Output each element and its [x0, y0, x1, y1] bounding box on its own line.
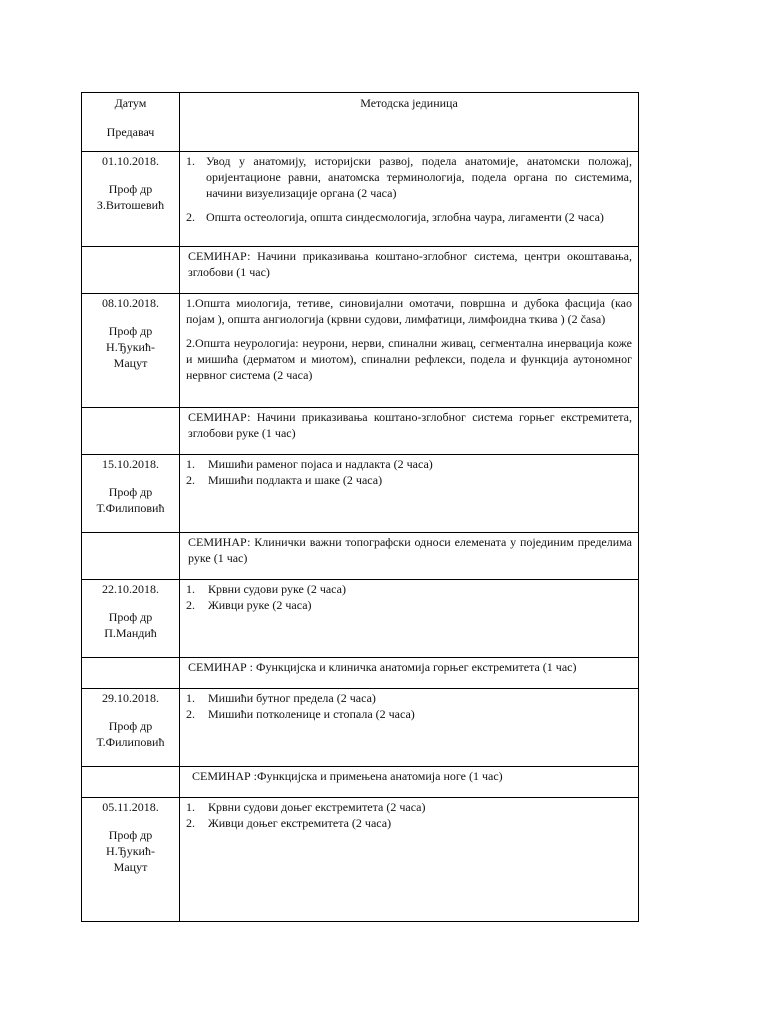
seminar-row — [82, 658, 639, 689]
item-number: 1. — [186, 457, 195, 471]
lecturer-header: Предавач — [106, 125, 155, 139]
item-number: 2. — [186, 473, 195, 487]
seminar-text: СЕМИНАР : Функцијска и клиничка анатомија горњег екстремитета (1 час) — [188, 660, 577, 674]
table-row — [82, 455, 639, 533]
seminar-cell — [180, 408, 639, 455]
lecturer-name-cont: Мацут — [113, 356, 148, 370]
lecturer-title: Проф др — [108, 485, 153, 499]
item-text: Крвни судови руке (2 часа) — [208, 582, 346, 596]
seminar-text: СЕМИНАР :Функцијска и примењена анатомија ноге (1 час) — [192, 769, 503, 783]
table-row — [82, 689, 639, 767]
date-lecturer-cell — [82, 689, 180, 767]
list-item — [186, 706, 632, 722]
unit-cell — [180, 294, 639, 408]
item-number: 2. — [186, 598, 195, 612]
item-text: Крвни судови доњег екстремитета (2 часа) — [208, 800, 426, 814]
empty-cell — [82, 533, 180, 580]
date-lecturer-cell — [82, 580, 180, 658]
lecture-date: 15.10.2018. — [102, 457, 159, 471]
list-item — [186, 799, 632, 815]
lecturer-name: Т.Филиповић — [96, 735, 165, 749]
item-text: Живци доњег екстремитета (2 часа) — [208, 816, 392, 830]
unit-cell — [180, 455, 639, 533]
item-number: 1. — [186, 582, 195, 596]
seminar-cell — [180, 533, 639, 580]
list-item — [186, 815, 632, 831]
header-date-lecturer-cell — [82, 93, 180, 152]
item-text: Увод у анатомију, историјски развој, подела анатомије, анатомски положај, оријентационе равни, анатомска терминологија, подела органа по системима, начини визуелизације органа (2 часа) — [206, 154, 632, 200]
table-row — [82, 798, 639, 922]
table-row — [82, 152, 639, 247]
list-item — [186, 456, 632, 472]
lecturer-name-cont: Мацут — [113, 860, 148, 874]
date-lecturer-cell — [82, 798, 180, 922]
lecturer-title: Проф др — [108, 719, 153, 733]
seminar-text: СЕМИНАР: Начини приказивања коштано-зглобног система горњег екстремитета, зглобови руке (1 час) — [188, 410, 632, 440]
list-item — [186, 153, 632, 201]
item-text: Мишићи подлакта и шаке (2 часа) — [208, 473, 383, 487]
list-item — [186, 472, 632, 488]
paragraph: 1.Општа миологија, тетиве, синовијални омотачи, површна и дубока фасција (као појам ), општа ангиологија (крвни судови, лимфатици, лимфоидна ткива ) (2 časa) — [186, 296, 632, 326]
empty-cell — [82, 247, 180, 294]
item-text: Мишићи бутног предела (2 часа) — [208, 691, 376, 705]
seminar-row — [82, 247, 639, 294]
seminar-row — [82, 408, 639, 455]
item-number: 2. — [186, 816, 195, 830]
lecture-date: 08.10.2018. — [102, 296, 159, 310]
unit-cell — [180, 152, 639, 247]
seminar-cell — [180, 767, 639, 798]
unit-header-cell — [180, 93, 639, 152]
lecture-date: 29.10.2018. — [102, 691, 159, 705]
item-number: 2. — [186, 210, 195, 224]
schedule-table — [81, 92, 639, 922]
lecturer-name: З.Витошевић — [96, 198, 165, 212]
lecturer-title: Проф др — [108, 182, 153, 196]
item-text: Мишићи потколенице и стопала (2 часа) — [208, 707, 415, 721]
lecturer-name: П.Мандић — [104, 626, 157, 640]
unit-cell — [180, 689, 639, 767]
item-text: Мишићи раменог појаса и надлакта (2 часа) — [208, 457, 433, 471]
table-row — [82, 580, 639, 658]
item-number: 1. — [186, 800, 195, 814]
list-item — [186, 597, 632, 613]
header-row — [82, 93, 639, 152]
lecturer-title: Проф др — [108, 610, 153, 624]
lecturer-title: Проф др — [108, 828, 153, 842]
date-lecturer-cell — [82, 294, 180, 408]
item-number: 2. — [186, 707, 195, 721]
empty-cell — [82, 767, 180, 798]
unit-cell — [180, 798, 639, 922]
lecture-date: 22.10.2018. — [102, 582, 159, 596]
date-header: Датум — [114, 96, 147, 110]
lecturer-name: Н.Ђукић- — [106, 340, 155, 354]
lecture-date: 01.10.2018. — [102, 154, 159, 168]
paragraph: 2.Општа неурологија: неурони, нерви, спинални живац, сегментална инервација коже и мишића (дерматом и миотом), спинални рефлекси, подела и функција аутономног нервног система (2 часа) — [186, 336, 632, 382]
item-text: Живци руке (2 часа) — [208, 598, 312, 612]
lecturer-name: Н.Ђукић- — [106, 844, 155, 858]
item-number: 1. — [186, 691, 195, 705]
unit-cell — [180, 580, 639, 658]
seminar-row — [82, 767, 639, 798]
lecturer-name: Т.Филиповић — [96, 501, 165, 515]
empty-cell — [82, 658, 180, 689]
lecture-date: 05.11.2018. — [102, 800, 159, 814]
list-item — [186, 690, 632, 706]
item-text: Општа остеологија, општа синдесмологија, зглобна чаура, лигаменти (2 часа) — [206, 210, 604, 224]
item-number: 1. — [186, 154, 195, 168]
lecturer-title: Проф др — [108, 324, 153, 338]
date-lecturer-cell — [82, 455, 180, 533]
unit-header: Методска јединица — [360, 96, 458, 110]
empty-cell — [82, 408, 180, 455]
date-lecturer-cell — [82, 152, 180, 247]
seminar-text: СЕМИНАР: Начини приказивања коштано-зглобног система, центри окоштавања, зглобови (1 час) — [188, 249, 632, 279]
table-row — [82, 294, 639, 408]
seminar-cell — [180, 658, 639, 689]
list-item — [186, 209, 632, 225]
seminar-cell — [180, 247, 639, 294]
seminar-row — [82, 533, 639, 580]
list-item — [186, 581, 632, 597]
seminar-text: СЕМИНАР: Клинички важни топографски односи елемената у појединим пределима руке (1 час) — [188, 535, 632, 565]
